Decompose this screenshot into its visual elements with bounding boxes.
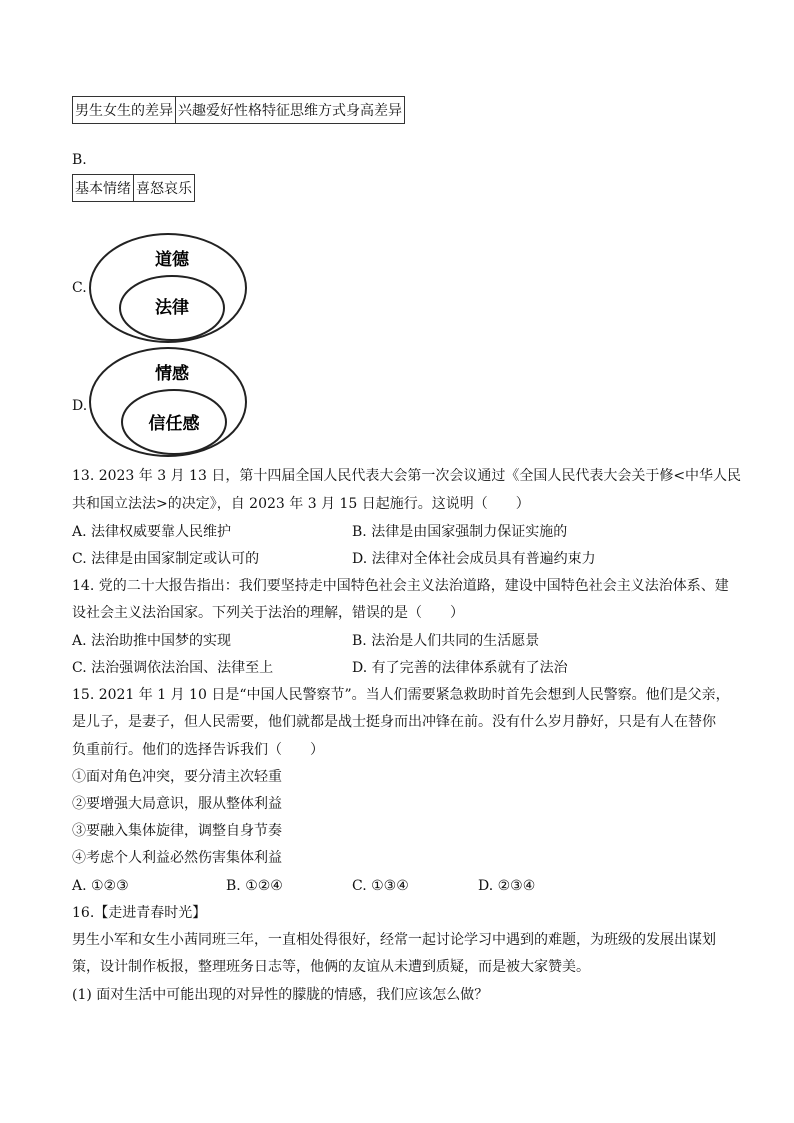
option-b-cell-1: 基本情绪 (73, 175, 134, 202)
q13-line-1: 13. 2023 年 3 月 13 日，第十四届全国人民代表大会第一次会议通过《全国人民代表大会关于修<中华人民 (72, 468, 742, 484)
q15-line-3: 负重前行。他们的选择告诉我们（ ） (72, 742, 324, 758)
q14-line-1: 14. 党的二十大报告指出：我们要坚持走中国特色社会主义法治道路，建设中国特色社会主义法治体系、建 (72, 578, 729, 594)
option-b-cell-2: 喜怒哀乐 (134, 175, 195, 202)
q15-line-1: 15. 2021 年 1 月 10 日是“中国人民警察节”。当人们需要紧急救助时首先会想到人民警察。他们是父亲， (72, 687, 730, 703)
option-b-table (72, 174, 195, 202)
q14-option-d: D. 有了完善的法律体系就有了法治 (352, 660, 568, 676)
q14-option-c: C. 法治强调依法治国、法律至上 (72, 660, 274, 676)
q14-line-2: 设社会主义法治国家。下列关于法治的理解，错误的是（ ） (72, 605, 464, 621)
q16-line-2: 策，设计制作板报，整理班务日志等，他俩的友谊从未遭到质疑，而是被大家赞美。 (72, 959, 590, 975)
option-c-outer-text: 道德 (155, 250, 189, 270)
option-d-inner-text: 信任感 (148, 414, 200, 434)
q13-option-b: B. 法律是由国家强制力保证实施的 (352, 524, 568, 540)
q15-statement-4: ④考虑个人利益必然伤害集体利益 (72, 850, 282, 866)
q15-statement-1: ①面对角色冲突，要分清主次轻重 (72, 769, 282, 785)
option-c-diagram (88, 232, 248, 344)
q13-option-a: A. 法律权威要靠人民维护 (72, 524, 232, 540)
option-d-outer-text: 情感 (155, 364, 189, 384)
q16-title: 16.【走进青春时光】 (72, 905, 207, 921)
q15-option-b: B. ①②④ (226, 878, 283, 894)
option-d-diagram (88, 346, 248, 458)
option-c-label: C. (72, 280, 87, 296)
q15-option-a: A. ①②③ (72, 878, 129, 894)
q15-option-d: D. ②③④ (478, 878, 536, 894)
option-b-label: B. (72, 152, 87, 168)
q14-option-a: A. 法治助推中国梦的实现 (72, 633, 232, 649)
q15-statement-3: ③要融入集体旋律，调整自身节奏 (72, 823, 282, 839)
q13-line-2: 共和国立法法>的决定》，自 2023 年 3 月 15 日起施行。这说明（ ） (72, 496, 530, 512)
q13-option-d: D. 法律对全体社会成员具有普遍约束力 (352, 551, 596, 567)
q14-option-b: B. 法治是人们共同的生活愿景 (352, 633, 540, 649)
option-c-inner-text: 法律 (155, 298, 189, 318)
option-d-label: D. (72, 398, 88, 414)
q15-statement-2: ②要增强大局意识，服从整体利益 (72, 796, 282, 812)
option-a-cell-1: 男生女生的差异 (73, 97, 176, 124)
q15-option-c: C. ①③④ (352, 878, 409, 894)
q13-option-c: C. 法律是由国家制定或认可的 (72, 551, 260, 567)
q16-subquestion-1: (1) 面对生活中可能出现的对异性的朦胧的情感，我们应该怎么做？ (72, 987, 489, 1003)
q16-line-1: 男生小军和女生小茜同班三年，一直相处得很好，经常一起讨论学习中遇到的难题，为班级的发展出谋划 (72, 932, 716, 948)
option-a-cell-2: 兴趣爱好性格特征思维方式身高差异 (176, 97, 405, 124)
option-a-table (72, 96, 405, 124)
q15-line-2: 是儿子，是妻子，但人民需要，他们就都是战士挺身而出冲锋在前。没有什么岁月静好，只是有人在替你 (72, 714, 716, 730)
